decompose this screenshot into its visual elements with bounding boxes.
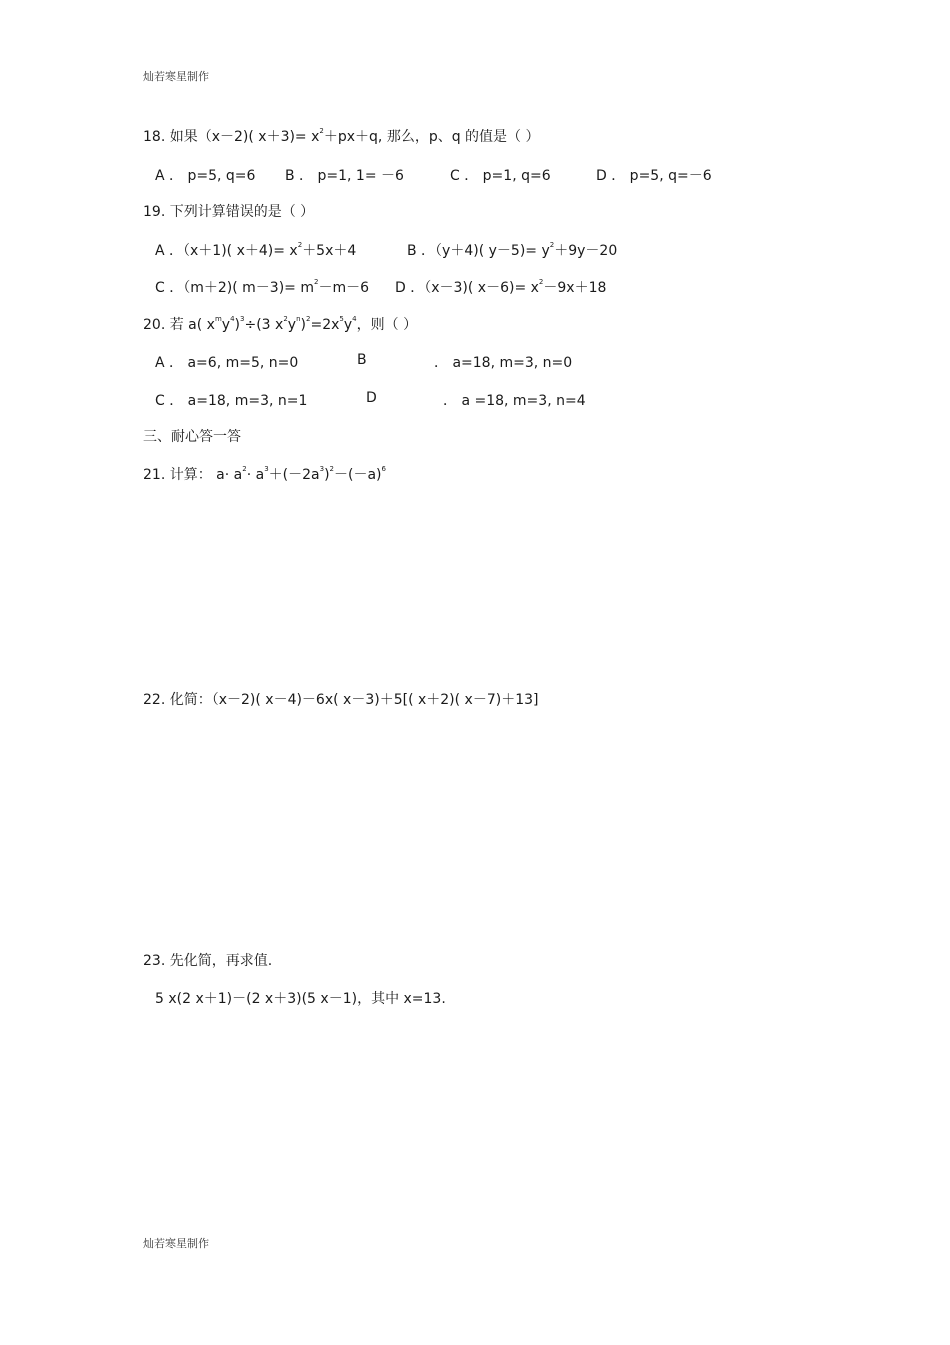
q21-exp-2b: 2 [329, 465, 335, 473]
q20-option-d: ． a =18, m=3, n=4 [443, 393, 586, 409]
q20-part9: ，则（ ） [356, 317, 418, 333]
q20-option-a: A ． a=6, m=5, n=0 [155, 355, 299, 371]
q19-a-part1: A ．（x＋1)( x＋4)= x [155, 243, 298, 259]
q18-stem-part1: 18. 如果（x－2)( x＋3)= x [143, 129, 320, 145]
q20-exp-n: n [296, 315, 301, 323]
q19-option-a [155, 240, 356, 260]
q21-exp-3b: 3 [319, 465, 325, 473]
q20-option-b-letter: B [357, 352, 367, 368]
question-22: 22. 化简：（x－2)( x－4)－6x( x－3)＋5[( x＋2)( x－7)＋13] [143, 692, 539, 708]
q19-d-part2: －9x＋18 [543, 280, 607, 296]
q21-part1: 21. 计算： a· a [143, 467, 243, 483]
question-23-expression: 5 x(2 x＋1)－(2 x＋3)(5 x－1)，其中 x=13. [155, 991, 446, 1007]
q20-option-b: ． a=18, m=3, n=0 [434, 355, 573, 371]
q20-exp-5: 5 [339, 315, 344, 323]
q20-exp-4b: 4 [352, 315, 357, 323]
q20-exp-4: 4 [230, 315, 235, 323]
q20-exp-2: 2 [283, 315, 288, 323]
q20-exp-m: m [214, 315, 222, 323]
q19-c-exponent: 2 [313, 278, 319, 286]
q20-part2: y [221, 317, 231, 333]
q21-part2: · a [246, 467, 265, 483]
q19-b-part2: ＋9y－20 [554, 243, 618, 259]
q19-b-part1: B ．（y＋4)( y－5)= y [407, 243, 550, 259]
q19-option-d [395, 277, 606, 297]
q19-a-part2: ＋5x＋4 [302, 243, 357, 259]
section-3-title: 三、耐心答一答 [143, 429, 241, 445]
q21-exp-2: 2 [242, 465, 247, 473]
q21-part4: ) [324, 467, 330, 483]
q19-b-exponent: 2 [549, 241, 555, 249]
q20-part5: y [287, 317, 297, 333]
q20-exp-3: 3 [240, 315, 245, 323]
page-header: 灿若寒星制作 [143, 70, 209, 83]
q20-part8: y [343, 317, 353, 333]
q18-exponent: 2 [319, 127, 324, 135]
question-23-stem: 23. 先化简，再求值. [143, 953, 273, 969]
q21-exp-3: 3 [264, 465, 269, 473]
q18-option-a: A ． p=5, q=6 [155, 168, 256, 184]
question-21 [143, 464, 386, 484]
q20-part3: ) [234, 317, 241, 333]
question-20-stem [143, 314, 417, 334]
q21-part5: －(－a) [334, 467, 382, 483]
q20-option-c: C ． a=18, m=3, n=1 [155, 393, 308, 409]
q20-option-d-letter: D [366, 390, 377, 406]
q18-option-b: B ． p=1, 1= －6 [285, 168, 404, 184]
q19-option-b [407, 240, 617, 260]
q18-option-c: C ． p=1, q=6 [450, 168, 551, 184]
question-19-stem: 19. 下列计算错误的是（ ） [143, 204, 315, 220]
q19-d-part1: D ．（x－3)( x－6)= x [395, 280, 539, 296]
q19-option-c [155, 277, 369, 297]
q19-c-part2: －m－6 [318, 280, 369, 296]
q20-part7: =2x [310, 317, 340, 333]
q20-part1: 20. 若 a( x [143, 317, 215, 333]
question-18-stem [143, 126, 540, 146]
q21-part3: ＋(－2a [268, 467, 320, 483]
q19-c-part1: C ．（m＋2)( m－3)= m [155, 280, 314, 296]
q18-stem-part2: ＋px＋q, 那么，p、q 的值是（ ） [323, 129, 540, 145]
q21-exp-6: 6 [381, 465, 386, 473]
q19-a-exponent: 2 [297, 241, 303, 249]
q19-d-exponent: 2 [538, 278, 544, 286]
q20-exp-2b: 2 [306, 315, 311, 323]
q20-part6: ) [300, 317, 306, 333]
q18-option-d: D ． p=5, q=－6 [596, 168, 712, 184]
q20-part4: ÷(3 x [244, 317, 284, 333]
page-footer: 灿若寒星制作 [143, 1237, 209, 1250]
